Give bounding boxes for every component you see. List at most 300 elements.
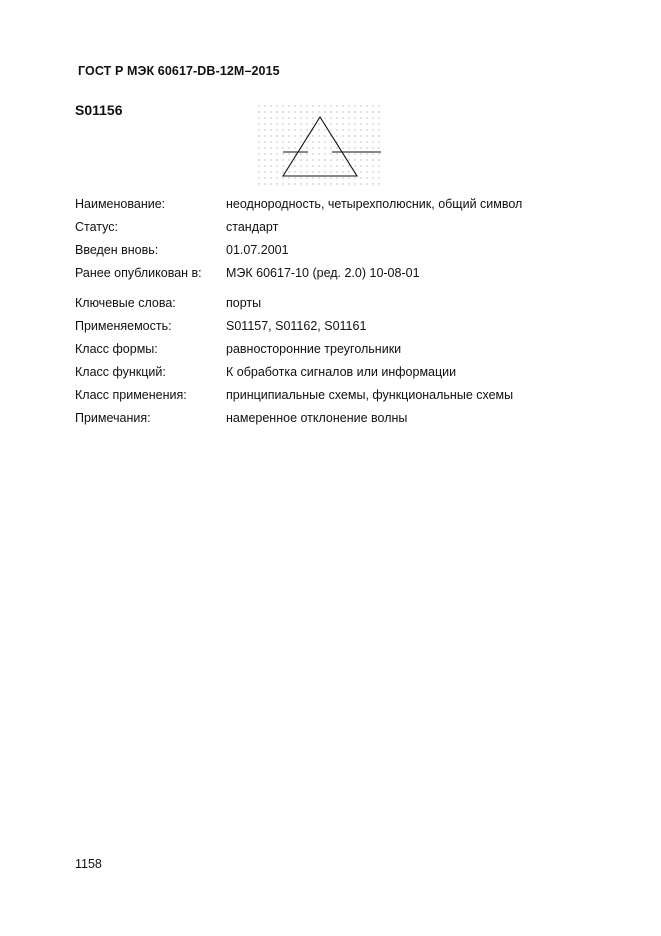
grid-dot [378, 129, 379, 130]
grid-dot [288, 177, 289, 178]
property-label: Статус: [75, 220, 118, 234]
grid-dot [378, 165, 379, 166]
grid-dot [378, 153, 379, 154]
grid-dot [348, 111, 349, 112]
grid-dot [264, 177, 265, 178]
document-header: ГОСТ Р МЭК 60617-DB-12M–2015 [78, 64, 280, 78]
grid-dot [348, 165, 349, 166]
grid-dot [324, 135, 325, 136]
grid-dot [294, 117, 295, 118]
grid-dot [282, 129, 283, 130]
grid-dot [306, 153, 307, 154]
grid-dot [312, 123, 313, 124]
grid-dot [258, 147, 259, 148]
grid-dot [354, 177, 355, 178]
grid-dot [306, 111, 307, 112]
property-value: неоднородность, четырехполюсник, общий символ [226, 197, 523, 211]
grid-dot [300, 183, 301, 184]
grid-dot [288, 135, 289, 136]
grid-dot [324, 141, 325, 142]
grid-dot [354, 105, 355, 106]
grid-dot [294, 123, 295, 124]
grid-dot [330, 159, 331, 160]
grid-dot [264, 159, 265, 160]
grid-dot [282, 123, 283, 124]
grid-dot [312, 147, 313, 148]
grid-dot [336, 105, 337, 106]
grid-dot [354, 135, 355, 136]
grid-dot [378, 105, 379, 106]
grid-dot [378, 159, 379, 160]
grid-dot [348, 153, 349, 154]
grid-dot [264, 171, 265, 172]
grid-dot [366, 111, 367, 112]
grid-dot [378, 177, 379, 178]
grid-dot [318, 111, 319, 112]
grid-dot [330, 183, 331, 184]
grid-dot [372, 159, 373, 160]
grid-dot [324, 153, 325, 154]
property-label: Класс функций: [75, 365, 166, 379]
grid-dot [282, 117, 283, 118]
grid-dot [306, 183, 307, 184]
grid-dot [366, 141, 367, 142]
grid-dot [282, 165, 283, 166]
grid-dot [270, 105, 271, 106]
grid-dot [288, 159, 289, 160]
grid-dot [306, 171, 307, 172]
grid-dot [300, 165, 301, 166]
grid-dot [300, 117, 301, 118]
grid-dot [306, 117, 307, 118]
grid-dot [360, 135, 361, 136]
grid-dot [372, 135, 373, 136]
grid-dot [276, 123, 277, 124]
grid-dot [336, 147, 337, 148]
grid-dot [366, 171, 367, 172]
grid-dot [264, 117, 265, 118]
grid-dot [312, 159, 313, 160]
grid-dot [366, 129, 367, 130]
grid-dot [366, 117, 367, 118]
grid-dot [318, 105, 319, 106]
grid-dot [360, 129, 361, 130]
grid-dot [312, 177, 313, 178]
grid-dot [348, 171, 349, 172]
grid-dot [372, 153, 373, 154]
grid-dot [258, 123, 259, 124]
grid-dot [294, 177, 295, 178]
grid-dot [264, 135, 265, 136]
grid-dot [372, 129, 373, 130]
grid-dot [342, 129, 343, 130]
grid-dot [330, 165, 331, 166]
grid-dot [258, 111, 259, 112]
grid-dot [342, 177, 343, 178]
grid-dot [282, 159, 283, 160]
grid-dot [324, 183, 325, 184]
grid-dot [300, 105, 301, 106]
grid-dot [288, 117, 289, 118]
grid-dot [264, 111, 265, 112]
property-label: Ключевые слова: [75, 296, 176, 310]
grid-dot [312, 141, 313, 142]
grid-dot [306, 129, 307, 130]
grid-dot [318, 123, 319, 124]
grid-dot [306, 147, 307, 148]
grid-dot [330, 141, 331, 142]
grid-dot [300, 159, 301, 160]
grid-dot [294, 111, 295, 112]
grid-dot [342, 147, 343, 148]
triangle-shape [283, 117, 357, 176]
grid-dot [300, 123, 301, 124]
grid-dot [366, 159, 367, 160]
grid-dot [294, 105, 295, 106]
property-value: К обработка сигналов или информации [226, 365, 457, 379]
grid-dot [276, 165, 277, 166]
grid-dot [354, 123, 355, 124]
grid-dot [318, 147, 319, 148]
property-row-function-class [75, 364, 595, 387]
grid-dot [294, 159, 295, 160]
grid-dot [336, 135, 337, 136]
grid-dot [378, 111, 379, 112]
grid-dot [330, 117, 331, 118]
grid-dot [324, 165, 325, 166]
grid-dot [270, 117, 271, 118]
grid-dot [312, 117, 313, 118]
grid-dot [360, 111, 361, 112]
property-row-previously-published [75, 265, 595, 288]
symbol-graphic [255, 104, 383, 190]
grid-dot [336, 183, 337, 184]
grid-dot [312, 153, 313, 154]
grid-dot [258, 159, 259, 160]
grid-dot [360, 177, 361, 178]
grid-dot [378, 135, 379, 136]
property-label: Применяемость: [75, 319, 172, 333]
grid-dot [354, 165, 355, 166]
property-row-status [75, 219, 595, 242]
grid-dot [270, 183, 271, 184]
grid-dot [276, 183, 277, 184]
grid-dot [354, 183, 355, 184]
grid-dot [306, 123, 307, 124]
grid-dot [264, 147, 265, 148]
grid-dot [360, 171, 361, 172]
grid-dot [288, 141, 289, 142]
grid-dot [354, 147, 355, 148]
grid-dot [366, 147, 367, 148]
grid-dots [258, 105, 379, 184]
grid-dot [372, 111, 373, 112]
grid-dot [318, 183, 319, 184]
grid-dot [330, 129, 331, 130]
grid-dot [366, 165, 367, 166]
grid-dot [354, 129, 355, 130]
grid-dot [306, 105, 307, 106]
grid-dot [366, 123, 367, 124]
grid-dot [342, 135, 343, 136]
grid-dot [300, 111, 301, 112]
grid-dot [366, 177, 367, 178]
grid-dot [378, 123, 379, 124]
grid-dot [378, 147, 379, 148]
grid-dot [372, 141, 373, 142]
grid-dot [318, 159, 319, 160]
grid-dot [282, 183, 283, 184]
grid-dot [372, 117, 373, 118]
grid-dot [258, 135, 259, 136]
property-label: Наименование: [75, 197, 166, 211]
grid-dot [354, 141, 355, 142]
grid-dot [294, 153, 295, 154]
grid-dot [348, 135, 349, 136]
symbol-code: S01156 [75, 102, 123, 118]
grid-dot [318, 141, 319, 142]
grid-dot [336, 177, 337, 178]
property-value: 01.07.2001 [226, 243, 289, 257]
grid-dot [264, 129, 265, 130]
grid-dot [258, 129, 259, 130]
grid-dot [258, 153, 259, 154]
property-value: принципиальные схемы, функциональные схемы [226, 388, 514, 402]
grid-dot [288, 129, 289, 130]
grid-dot [276, 141, 277, 142]
grid-dot [300, 129, 301, 130]
grid-dot [312, 105, 313, 106]
grid-dot [276, 105, 277, 106]
grid-dot [270, 171, 271, 172]
grid-dot [342, 111, 343, 112]
grid-dot [282, 135, 283, 136]
grid-dot [324, 129, 325, 130]
grid-dot [270, 165, 271, 166]
grid-dot [282, 141, 283, 142]
grid-dot [276, 177, 277, 178]
grid-dot [318, 135, 319, 136]
property-label: Ранее опубликован в: [75, 266, 202, 280]
grid-dot [342, 183, 343, 184]
grid-dot [348, 183, 349, 184]
grid-dot [354, 153, 355, 154]
property-value: стандарт [226, 220, 279, 234]
grid-dot [258, 105, 259, 106]
grid-dot [276, 159, 277, 160]
property-row-keywords [75, 295, 595, 318]
grid-dot [306, 141, 307, 142]
grid-dot [294, 129, 295, 130]
grid-dot [324, 147, 325, 148]
property-row-name [75, 196, 595, 219]
grid-dot [354, 159, 355, 160]
grid-dot [276, 135, 277, 136]
grid-dot [282, 177, 283, 178]
grid-dot [354, 117, 355, 118]
grid-dot [270, 123, 271, 124]
grid-dot [336, 129, 337, 130]
grid-dot [282, 105, 283, 106]
grid-dot [372, 183, 373, 184]
grid-dot [288, 147, 289, 148]
property-value: порты [226, 296, 262, 310]
property-row-application-class [75, 387, 595, 410]
grid-dot [330, 123, 331, 124]
grid-dot [288, 153, 289, 154]
grid-dot [318, 171, 319, 172]
grid-dot [270, 153, 271, 154]
grid-dot [378, 171, 379, 172]
grid-dot [258, 171, 259, 172]
grid-dot [336, 171, 337, 172]
grid-dot [342, 123, 343, 124]
property-label: Класс формы: [75, 342, 158, 356]
grid-dot [330, 153, 331, 154]
grid-dot [348, 177, 349, 178]
property-row-shape-class [75, 341, 595, 364]
grid-dot [360, 183, 361, 184]
grid-dot [342, 117, 343, 118]
grid-dot [288, 171, 289, 172]
grid-dot [372, 171, 373, 172]
grid-dot [258, 177, 259, 178]
grid-dot [276, 171, 277, 172]
grid-dot [294, 183, 295, 184]
grid-dot [264, 123, 265, 124]
grid-dot [306, 165, 307, 166]
grid-dot [276, 147, 277, 148]
grid-dot [336, 111, 337, 112]
grid-dot [354, 111, 355, 112]
grid-dot [360, 105, 361, 106]
grid-dot [348, 129, 349, 130]
grid-dot [336, 117, 337, 118]
grid-dot [264, 153, 265, 154]
property-value: МЭК 60617-10 (ред. 2.0) 10-08-01 [226, 266, 420, 280]
grid-dot [360, 165, 361, 166]
property-value: S01157, S01162, S01161 [226, 319, 367, 333]
grid-dot [282, 147, 283, 148]
grid-dot [378, 117, 379, 118]
grid-dot [324, 105, 325, 106]
grid-dot [366, 183, 367, 184]
grid-dot [348, 147, 349, 148]
grid-dot [294, 147, 295, 148]
grid-dot [276, 153, 277, 154]
grid-dot [294, 171, 295, 172]
grid-dot [258, 117, 259, 118]
property-label: Примечания: [75, 411, 151, 425]
grid-dot [282, 111, 283, 112]
grid-dot [330, 111, 331, 112]
grid-dot [270, 141, 271, 142]
grid-dot [336, 165, 337, 166]
grid-dot [312, 183, 313, 184]
grid-dot [324, 159, 325, 160]
grid-dot [372, 177, 373, 178]
grid-dot [306, 159, 307, 160]
grid-dot [294, 141, 295, 142]
grid-dot [372, 105, 373, 106]
grid-dot [288, 105, 289, 106]
grid-dot [264, 165, 265, 166]
grid-dot [342, 165, 343, 166]
grid-dot [324, 177, 325, 178]
grid-dot [276, 129, 277, 130]
grid-dot [360, 117, 361, 118]
grid-dot [360, 141, 361, 142]
grid-dot [330, 171, 331, 172]
grid-dot [366, 135, 367, 136]
grid-dot [312, 171, 313, 172]
property-value: равносторонние треугольники [226, 342, 402, 356]
grid-dot [318, 177, 319, 178]
grid-dot [270, 129, 271, 130]
grid-dot [288, 111, 289, 112]
grid-dot [294, 165, 295, 166]
property-row-applicability [75, 318, 595, 341]
grid-dot [312, 135, 313, 136]
grid-dot [276, 117, 277, 118]
grid-dot [348, 117, 349, 118]
grid-dot [330, 105, 331, 106]
grid-dot [348, 105, 349, 106]
grid-dot [372, 147, 373, 148]
grid-dot [270, 147, 271, 148]
grid-dot [300, 177, 301, 178]
property-value: намеренное отклонение волны [226, 411, 408, 425]
grid-dot [360, 147, 361, 148]
grid-dot [342, 105, 343, 106]
property-label: Введен вновь: [75, 243, 159, 257]
grid-dot [300, 141, 301, 142]
properties-list [75, 196, 595, 433]
page-number: 1158 [75, 857, 102, 871]
property-row-introduced [75, 242, 595, 265]
grid-dot [372, 165, 373, 166]
grid-dot [318, 153, 319, 154]
grid-dot [264, 141, 265, 142]
grid-dot [330, 177, 331, 178]
property-row-notes [75, 410, 595, 433]
grid-dot [324, 171, 325, 172]
grid-dot [348, 123, 349, 124]
property-label: Класс применения: [75, 388, 187, 402]
grid-dot [306, 177, 307, 178]
grid-dot [312, 165, 313, 166]
grid-dot [360, 159, 361, 160]
grid-dot [378, 183, 379, 184]
grid-dot [348, 141, 349, 142]
grid-dot [288, 183, 289, 184]
grid-dot [378, 141, 379, 142]
grid-dot [342, 141, 343, 142]
grid-dot [348, 159, 349, 160]
grid-dot [312, 111, 313, 112]
grid-dot [258, 141, 259, 142]
grid-dot [294, 135, 295, 136]
grid-dot [366, 153, 367, 154]
grid-dot [264, 183, 265, 184]
grid-dot [270, 159, 271, 160]
grid-dot [300, 153, 301, 154]
grid-dot [372, 123, 373, 124]
grid-dot [264, 105, 265, 106]
grid-dot [324, 111, 325, 112]
grid-dot [342, 159, 343, 160]
grid-dot [336, 153, 337, 154]
